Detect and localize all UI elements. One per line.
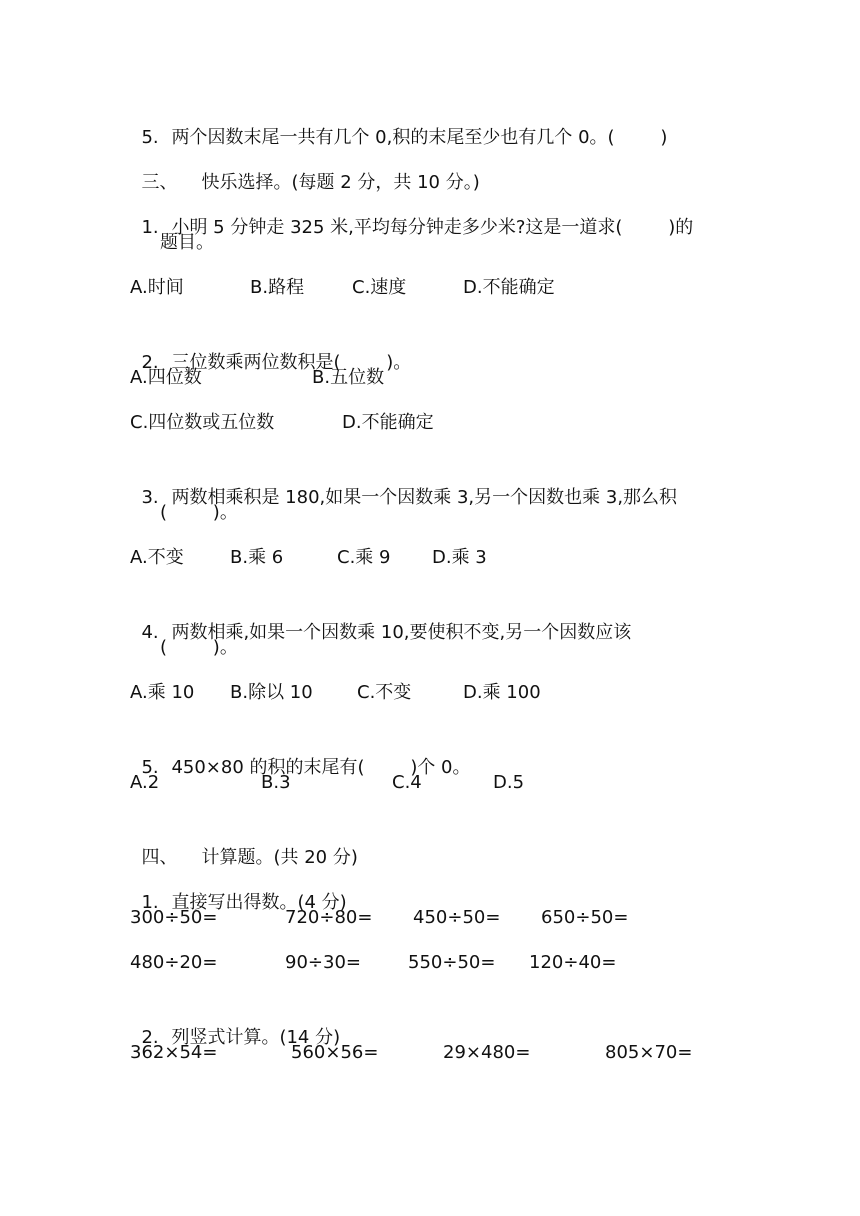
question-line (130, 588, 632, 643)
question-text: 三位数乘两位数积是( )。 (171, 352, 412, 373)
option-d: D.不能确定 (463, 277, 555, 298)
calc-item: 560×56= (291, 1042, 379, 1063)
options-row (130, 678, 830, 708)
option-c: C.速度 (352, 277, 407, 298)
question-number: 3. (141, 487, 159, 508)
option-a: A.时间 (130, 277, 184, 298)
options-row (130, 363, 830, 393)
option-d: D.乘 3 (432, 547, 487, 568)
question-number: 4. (141, 622, 159, 643)
option-a: A.乘 10 (130, 682, 195, 703)
question-line (130, 453, 678, 508)
option-b: B.五位数 (312, 367, 385, 388)
options-row (130, 768, 830, 798)
option-c: C.乘 9 (337, 547, 391, 568)
calc-item: 550÷50= (408, 952, 496, 973)
question-line (130, 723, 471, 778)
question-text: 两个因数末尾一共有几个 0,积的末尾至少也有几个 0。( ) (171, 127, 668, 148)
section-title: 快乐选择。(每题 2 分，共 10 分。) (201, 172, 480, 193)
options-row (130, 273, 830, 303)
section-title: 计算题。(共 20 分) (201, 847, 358, 868)
question-text: 两数相乘积是 180,如果一个因数乘 3,另一个因数也乘 3,那么积 (171, 487, 678, 508)
calc-item: 120÷40= (529, 952, 617, 973)
option-c: C.四位数或五位数 (130, 412, 275, 433)
option-c: C.不变 (357, 682, 412, 703)
calc-item: 90÷30= (285, 952, 361, 973)
question-continuation: ( )。 (160, 637, 238, 658)
section-heading (130, 813, 358, 868)
question-line (130, 993, 341, 1048)
section-heading (130, 138, 480, 193)
calc-row (130, 1038, 830, 1068)
option-c: C.4 (392, 772, 422, 793)
question-text: 两数相乘,如果一个因数乘 10,要使积不变,另一个因数应该 (171, 622, 632, 643)
option-b: B.3 (261, 772, 291, 793)
calc-item: 29×480= (443, 1042, 531, 1063)
question-continuation: 题目。 (160, 232, 214, 253)
question-text: 450×80 的积的末尾有( )个 0。 (171, 757, 471, 778)
calc-item: 362×54= (130, 1042, 218, 1063)
option-d: D.乘 100 (463, 682, 541, 703)
calc-item: 450÷50= (413, 907, 501, 928)
question-number: 2. (141, 1027, 159, 1048)
question-text: 列竖式计算。(14 分) (171, 1027, 341, 1048)
calc-item: 480÷20= (130, 952, 218, 973)
calc-item: 650÷50= (541, 907, 629, 928)
question-number: 1. (141, 892, 159, 913)
question-number: 2. (141, 352, 159, 373)
question-number: 5. (141, 127, 159, 148)
options-row (130, 408, 830, 438)
question-number: 5. (141, 757, 159, 778)
calc-row (130, 903, 830, 933)
option-d: D.不能确定 (342, 412, 434, 433)
calc-item: 805×70= (605, 1042, 693, 1063)
option-a: A.2 (130, 772, 160, 793)
question-text: 直接写出得数。(4 分) (171, 892, 347, 913)
section-number: 四、 (141, 847, 178, 868)
question-line (130, 858, 347, 913)
question-text: 小明 5 分钟走 325 米,平均每分钟走多少米?这是一道求( )的 (171, 217, 694, 238)
calc-item: 300÷50= (130, 907, 218, 928)
option-d: D.5 (493, 772, 525, 793)
question-line (130, 318, 412, 373)
section-number: 三、 (141, 172, 178, 193)
question-number: 1. (141, 217, 159, 238)
question-line (130, 93, 668, 148)
option-b: B.除以 10 (230, 682, 313, 703)
question-line (130, 183, 694, 238)
options-row (130, 543, 830, 573)
option-b: B.乘 6 (230, 547, 284, 568)
option-a: A.四位数 (130, 367, 202, 388)
calc-row (130, 948, 830, 978)
calc-item: 720÷80= (285, 907, 373, 928)
option-a: A.不变 (130, 547, 184, 568)
question-continuation: ( )。 (160, 502, 238, 523)
option-b: B.路程 (250, 277, 305, 298)
